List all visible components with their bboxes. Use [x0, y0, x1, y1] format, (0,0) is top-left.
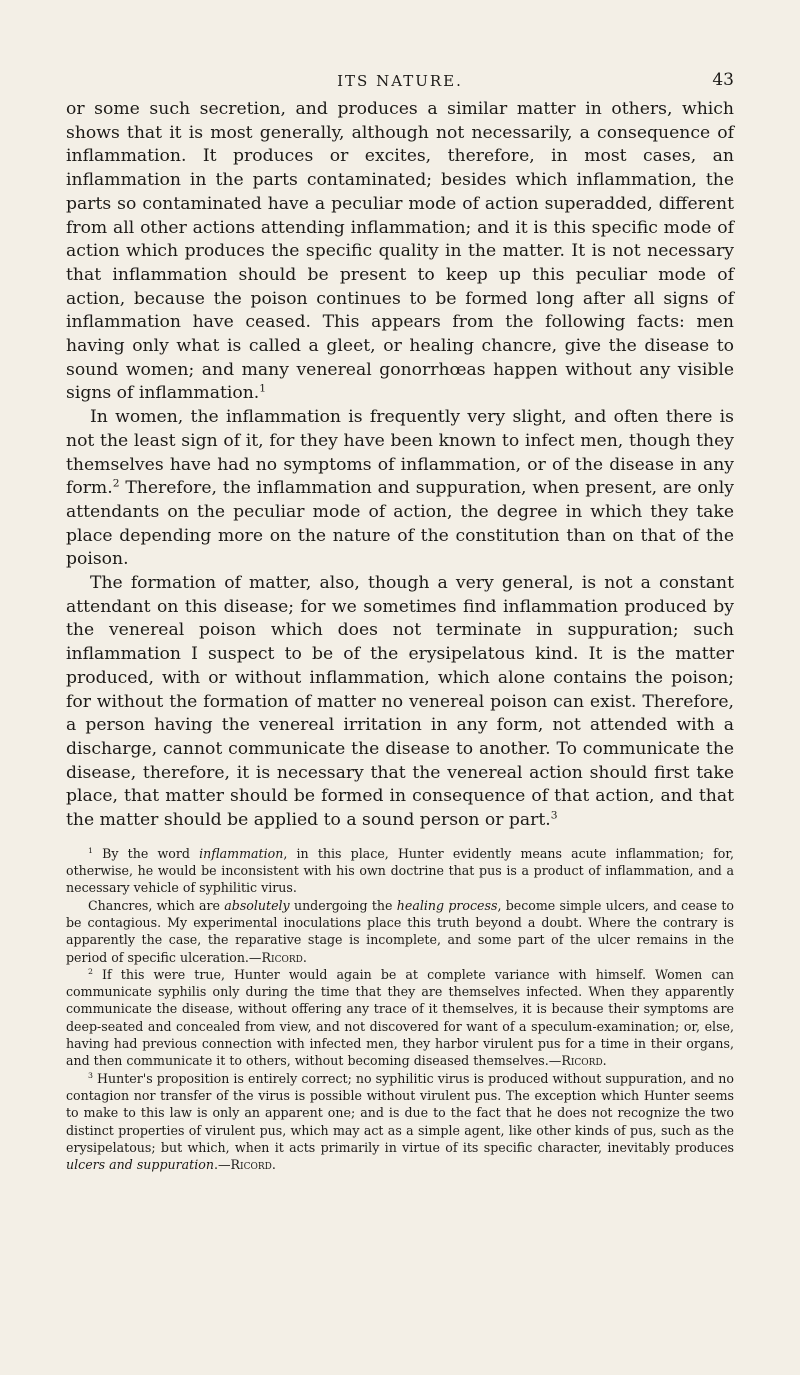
footnote-1: $^1$ By the word inflammation, in this place, Hunter evidently means acute inflammation; for, otherwise, he would be inconsistent with his own doctrine that pus is a product of inflammation, and a necessary vehicle of syphilitic virus.	[66, 845, 734, 896]
page-number: 43	[712, 70, 734, 90]
signature: Ricord	[561, 1053, 603, 1069]
footnote-ref-1: 1	[259, 381, 267, 395]
footnote-ref-3: 3	[550, 808, 558, 822]
footnote-ref-2: 2	[112, 476, 120, 490]
footnote-3: $^3$ Hunter's proposition is entirely correct; no syphilitic virus is produced without suppuration, and no contagion nor transfer of the virus is possible without virulent pus. The exception which Hunter seems to make to this law is only an apparent one; and is due to the fact that he does not recognize the two distinct properties of virulent pus, which may act as a simple agent, like other kinds of pus, such as the erysipelatous; but which, when it acts primarily in virtue of its specific character, inevitably produces ulcers and suppuration.—Ricord.	[66, 1070, 734, 1173]
signature: Ricord	[261, 949, 303, 965]
book-page	[66, 72, 734, 1173]
paragraph-1: or some such secretion, and produces a similar matter in others, which shows that it is most generally, although not necessarily, a consequence of inflammation. It produces or excites, therefore, in most cases, an inflammation in the parts contaminated; besides which inflammation, the parts so contaminated have a peculiar mode of action superadded, different from all other actions attending inflammation; and it is this specific mode of action which produces the specific quality in the matter. It is not necessary that inflammation should be present to keep up this peculiar mode of action, because the poison continues to be formed long after all signs of inflammation have ceased. This appears from the following facts: men having only what is called a gleet, or healing chancre, give the disease to sound women; and many venereal gonorrhœas happen without any visible signs of inflammation.$^1$	[66, 99, 734, 404]
paragraph-3: The formation of matter, also, though a very general, is not a constant attendant on this disease; for we sometimes find inflammation produced by the venereal poison which does not terminate in suppuration; such inflammation I suspect to be of the erysipelatous kind. It is the matter produced, with or without inflammation, which alone contains the poison; for without the formation of matter no venereal poison can exist. Therefore, a person having the venereal irritation in any form, not attended with a discharge, cannot communicate the disease to another. To communicate the disease, therefore, it is necessary that the venereal action should first take place, that matter should be formed in consequence of that action, and that the matter should be applied to a sound person or part.$^3$	[66, 573, 734, 831]
page-header	[66, 72, 734, 98]
footnotes	[66, 845, 734, 1174]
footnote-2: $^2$ If this were true, Hunter would again be at complete variance with himself. Women can communicate syphilis only during the time that they are themselves infected. When they apparently communicate the disease, without offering any trace of it themselves, it is because their symptoms are deep-seated and concealed from view, and not discovered for want of a speculum-examination; or, else, having had previous connection with infected men, they harbor virulent pus for a time in their organs, and then communicate it to others, without becoming diseased themselves.—Ricord.	[66, 966, 734, 1069]
running-head: ITS NATURE.	[337, 72, 463, 90]
signature: Ricord	[230, 1157, 272, 1173]
paragraph-2: In women, the inflammation is frequently very slight, and often there is not the least sign of it, for they have been known to infect men, though they themselves have had no symptoms of inflammation, or of the disease in any form.$^2$ Therefore, the inflammation and suppuration, when present, are only attendants on the peculiar mode of action, the degree in which they take place depending more on the nature of the constitution than on that of the poison.	[66, 407, 734, 570]
footnote-1-continued: Chancres, which are absolutely undergoing the healing process, become simple ulcers, and cease to be contagious. My experimental inoculations place this truth beyond a doubt. Where the contrary is apparently the case, the reparative stage is incomplete, and some part of the ulcer remains in the period of specific ulceration.—Ricord.	[66, 897, 735, 965]
main-text	[66, 98, 734, 833]
